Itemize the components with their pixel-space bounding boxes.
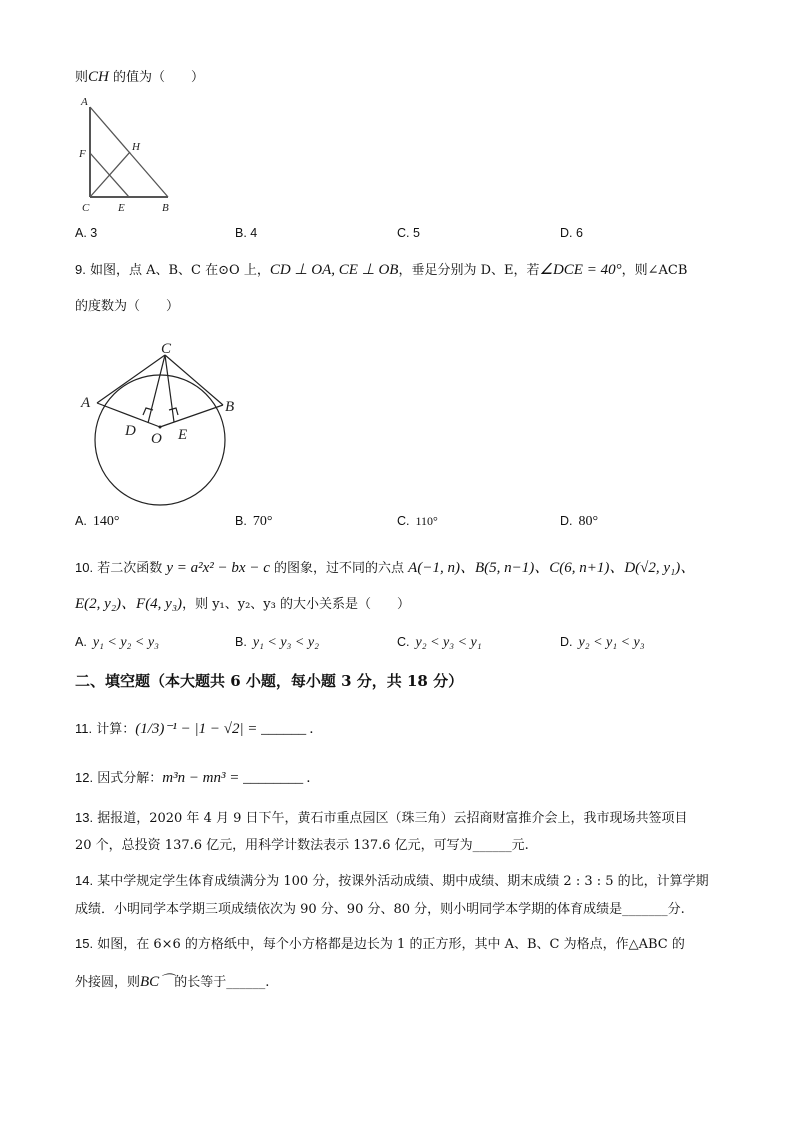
option-value: 6: [575, 226, 583, 240]
option-value: 4: [250, 226, 258, 240]
q13-line1: [75, 807, 688, 826]
text: 据报道，2020 年 4 月 9 日下午，黄石市重点园区（珠三角）云招商财富推介会上，我市现场共签项目: [97, 811, 688, 826]
option-value: 80°: [578, 514, 599, 529]
q8-option-c[interactable]: [397, 226, 420, 240]
text: ，则 y₁、y₂、y₃ 的大小关系是（ ）: [182, 597, 410, 612]
q10-option-b[interactable]: [235, 635, 319, 651]
text: 的长等于______.: [174, 975, 270, 990]
option-value: 70°: [252, 514, 273, 529]
option-letter: A.: [75, 514, 87, 528]
label-b: B: [225, 399, 235, 415]
option-value: y₁ < y₃ < y₂: [252, 635, 319, 650]
label-b: B: [162, 202, 169, 214]
option-value: 110°: [415, 514, 438, 528]
question-number: 12.: [75, 770, 94, 785]
q9-stem-line2: [75, 295, 179, 314]
text: 若二次函数: [97, 561, 163, 576]
text: 如图，点 A、B、C 在⊙O 上，: [89, 263, 270, 278]
q8-option-d[interactable]: [560, 226, 583, 240]
label-c: C: [82, 202, 90, 214]
label-h: H: [132, 141, 140, 153]
math: E(2, y₂)、F(4, y₃): [75, 596, 183, 612]
q10-stem-line2: [75, 592, 410, 613]
label-a: A: [81, 395, 91, 411]
label-d: D: [125, 423, 136, 439]
text: 计算：: [96, 722, 136, 737]
q8-option-b[interactable]: [235, 226, 257, 240]
label-f: F: [79, 148, 86, 160]
math: (1/3)⁻¹ − |1 − √2| = ______ .: [135, 721, 314, 737]
q8-stem: [75, 66, 204, 86]
option-letter: A.: [75, 226, 87, 240]
option-letter: C.: [397, 226, 410, 240]
question-number: 10.: [75, 560, 94, 575]
q9-option-b[interactable]: [235, 514, 272, 530]
q14-line1: [75, 870, 709, 889]
text: 的度数为（ ）: [75, 299, 180, 314]
q9-circle-figure: [75, 335, 245, 515]
text: 则: [75, 70, 89, 85]
q12: [75, 767, 311, 787]
section-heading: 二、填空题（本大题共 6 小题，每小题 3 分，共 18 分）: [75, 672, 464, 690]
option-letter: C.: [397, 635, 410, 649]
q10-stem-line1: [75, 556, 695, 577]
math: BC⌒: [140, 974, 175, 990]
q10-option-d[interactable]: [560, 635, 645, 651]
question-number: 15.: [75, 936, 94, 951]
math: CD ⊥ OA, CE ⊥ OB: [269, 262, 399, 278]
option-letter: D.: [560, 635, 573, 649]
option-letter: B.: [235, 226, 247, 240]
q8-option-a[interactable]: [75, 226, 97, 240]
option-value: y₁ < y₂ < y₃: [92, 635, 159, 650]
option-letter: B.: [235, 514, 247, 528]
q9-option-a[interactable]: [75, 514, 119, 530]
option-value: 5: [412, 226, 420, 240]
text: 如图，在 6×6 的方格纸中，每个小方格都是边长为 1 的正方形，其中 A、B、C 为格点，作△ABC 的: [97, 937, 685, 952]
text: 的图象，过不同的六点: [274, 561, 405, 576]
q9-option-d[interactable]: [560, 514, 598, 530]
text: ，垂足分别为 D、E，若: [398, 263, 540, 278]
math: CH: [88, 69, 109, 85]
label-a: A: [81, 96, 88, 108]
text: ，则∠ACB: [621, 263, 688, 278]
q15-line1: [75, 933, 685, 952]
option-value: 140°: [92, 514, 120, 529]
q11: [75, 718, 314, 738]
text: 外接圆，则: [75, 975, 141, 990]
label-o: O: [151, 431, 162, 447]
label-e: E: [118, 202, 125, 214]
math: ∠DCE = 40°: [539, 262, 622, 278]
question-number: 14.: [75, 873, 94, 888]
option-letter: C.: [397, 514, 410, 528]
option-value: 3: [90, 226, 98, 240]
question-number: 13.: [75, 810, 94, 825]
math: m³n − mn³ = ________ .: [162, 770, 311, 786]
question-number: 11.: [75, 721, 93, 736]
q9-stem-line1: [75, 259, 687, 279]
q8-triangle-figure: [70, 90, 190, 215]
option-value: y₂ < y₁ < y₃: [578, 635, 645, 650]
q10-option-c[interactable]: [397, 635, 482, 651]
text: 某中学规定学生体育成绩满分为 100 分，按课外活动成绩、期中成绩、期末成绩 2 : 3 : 5 的比，计算学期: [97, 874, 709, 889]
q15-line2: [75, 970, 269, 991]
q10-option-a[interactable]: [75, 635, 159, 651]
text: 的值为（ ）: [113, 70, 205, 85]
math: A(−1, n)、B(5, n−1)、C(6, n+1)、D(√2, y₁)、: [408, 560, 696, 576]
q13-line2: 20 个，总投资 137.6 亿元，用科学计数法表示 137.6 亿元，可写为______元.: [75, 838, 529, 853]
label-c: C: [161, 341, 172, 357]
option-letter: B.: [235, 635, 247, 649]
option-value: y₂ < y₃ < y₁: [415, 635, 482, 650]
option-letter: A.: [75, 635, 87, 649]
option-letter: D.: [560, 514, 573, 528]
q14-line2: 成绩．小明同学本学期三项成绩依次为 90 分、90 分、80 分，则小明同学本学期的体育成绩是_______分.: [75, 902, 685, 917]
label-e: E: [178, 427, 188, 443]
q9-option-c[interactable]: [397, 514, 438, 529]
question-number: 9.: [75, 262, 86, 277]
math: y = a²x² − bx − c: [166, 560, 270, 576]
text: 因式分解：: [97, 771, 163, 786]
option-letter: D.: [560, 226, 573, 240]
